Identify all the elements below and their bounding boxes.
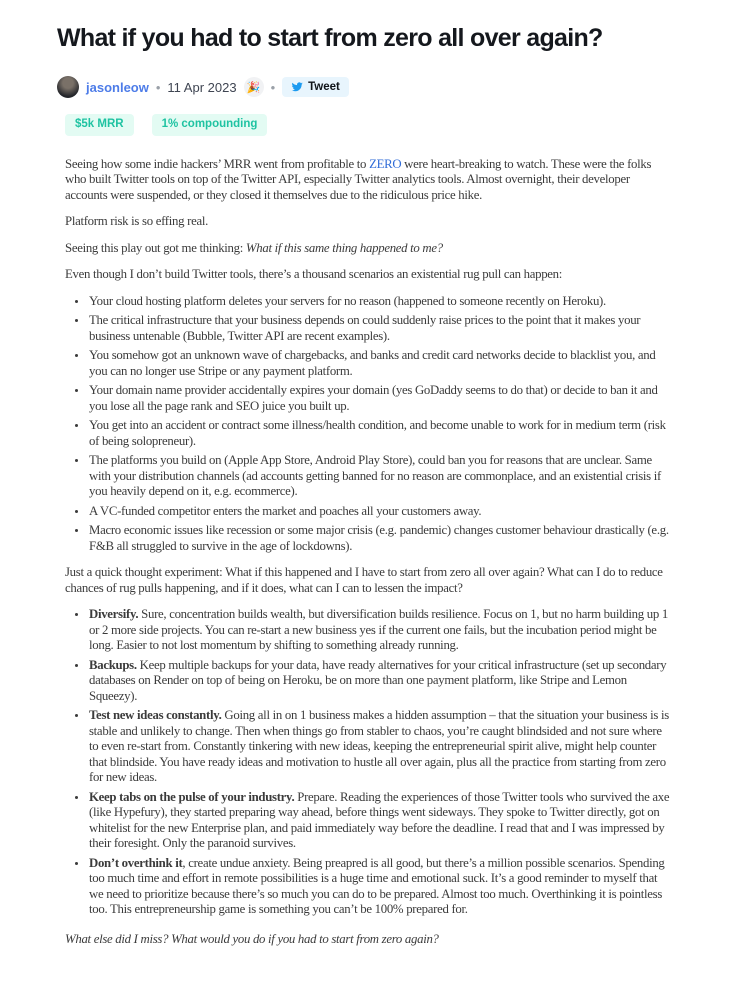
page-title: What if you had to start from zero all over again? bbox=[57, 24, 603, 52]
text-run: The platforms you build on (Apple App Store, Android Play Store), could ban you for reasons that are unclear. Same with your distribution channels (ad accounts getting banned for no reason are commonplace, and an existential crisis if you heavily depend on it, e.g. ecommerce). bbox=[89, 453, 661, 498]
twitter-bird-icon bbox=[291, 81, 303, 93]
byline-separator: • bbox=[270, 79, 276, 95]
list-item bbox=[88, 790, 671, 852]
list-item bbox=[88, 348, 671, 379]
list-item bbox=[88, 523, 671, 554]
text-run: Backups. bbox=[89, 657, 137, 672]
byline-separator: • bbox=[155, 79, 161, 95]
text-run: Macro economic issues like recession or some major crisis (e.g. pandemic) changes customer behaviour drastically (e.g. F&B all struggled to survive in the age of lockdowns). bbox=[89, 523, 669, 553]
avatar[interactable] bbox=[57, 76, 79, 98]
text-run: Keep multiple backups for your data, have ready alternatives for your critical infrastructure (set up secondary databases on Render on top of being on Heroku, be on more than one payment platform, like Stripe and Lemon Squeezy). bbox=[89, 657, 667, 703]
byline bbox=[57, 76, 671, 98]
text-run: The critical infrastructure that your business depends on could suddenly raise prices to the point that it makes your business untenable (Bubble, Twitter API are recent examples). bbox=[89, 313, 641, 343]
list-item bbox=[88, 418, 671, 449]
list-item bbox=[88, 856, 671, 918]
author-link[interactable]: jasonleow bbox=[86, 79, 149, 95]
text-run: Even though I don’t build Twitter tools, there’s a thousand scenarios an existential rug pull can happen: bbox=[65, 267, 563, 281]
text-run: What if this same thing happened to me? bbox=[245, 240, 443, 255]
bullet-list bbox=[65, 294, 671, 555]
text-run: were heart-breaking to watch. These were the folks who built Twitter tools on top of the Twitter API, especially Twitter analytics tools. Almost overnight, their developer accounts were suspended, or they closed it themselves due to the ridiculous price hike. bbox=[65, 156, 652, 202]
blog-post-page bbox=[0, 24, 736, 1000]
paragraph bbox=[65, 267, 671, 283]
text-run: You somehow got an unknown wave of chargebacks, and banks and credit card networks decide to blacklist you, and you can no longer use Stripe or any payment platform. bbox=[89, 348, 656, 378]
list-item bbox=[88, 658, 671, 705]
list-item bbox=[88, 607, 671, 654]
text-run: Going all in on 1 business makes a hidden assumption – that the situation your business is is stable and unlikely to change. Then when things go from stabler to chaos, you’re caught blindsided and not sure where to even re-start from. Constantly tinkering with new ideas, keeping the entrepreneurial spirit alive, might help counter that blindside. You have ready ideas and motivation to hustle all over again, plus all the practice from starting from zero for new ideas. bbox=[89, 708, 669, 784]
text-run: Platform risk is so effing real. bbox=[65, 214, 208, 228]
list-item bbox=[88, 383, 671, 414]
list-item bbox=[88, 294, 671, 310]
paragraph bbox=[65, 214, 671, 230]
post-date: 11 Apr 2023 bbox=[167, 79, 237, 95]
tags-row bbox=[65, 114, 671, 136]
list-item bbox=[88, 453, 671, 500]
text-run: Test new ideas constantly. bbox=[89, 708, 222, 722]
article-body bbox=[65, 157, 671, 948]
text-run: , create undue anxiety. Being preapred is all good, but there’s a million possible scenarios. Spending too much time and effort in remote possibilities is a huge time and emotional suck. It’s a good reminder to myself that we need to prioritize because there’s so much you can do to be prepared. Almost too much. Overthinking it is pointless too. This entrepreneurship game is something you can’t be 100% prepared for. bbox=[89, 855, 665, 916]
text-run: Keep tabs on the pulse of your industry. bbox=[89, 789, 295, 804]
paragraph bbox=[65, 241, 671, 257]
bullet-list bbox=[65, 607, 671, 918]
inline-link[interactable]: ZERO bbox=[369, 156, 402, 171]
text-run: What else did I miss? What would you do if you had to start from zero again? bbox=[65, 931, 439, 946]
text-run: Your domain name provider accidentally expires your domain (yes GoDaddy seems to do that) or decide to ban it and you lose all the page rank and SEO juice you built up. bbox=[89, 383, 658, 413]
text-run: Don’t overthink it bbox=[89, 855, 183, 870]
paragraph bbox=[65, 932, 671, 948]
text-run: You get into an accident or contract some illness/health condition, and become unable to work for in medium term (risk of being solopreneur). bbox=[89, 418, 666, 448]
list-item bbox=[88, 708, 671, 786]
text-run: A VC-funded competitor enters the market and poaches all your customers away. bbox=[89, 503, 482, 518]
tweet-button[interactable] bbox=[282, 77, 349, 97]
text-run: Sure, concentration builds wealth, but diversification builds resilience. Focus on 1, but no harm building up 1 or 2 more side projects. You can re-start a new business yes if the current one fails, but the incubation period might be long. Easier to not lost momentum by shifting to something already running. bbox=[89, 607, 668, 652]
list-item bbox=[88, 504, 671, 520]
text-run: Seeing how some indie hackers’ MRR went from profitable to bbox=[65, 156, 370, 171]
paragraph bbox=[65, 565, 671, 596]
paragraph bbox=[65, 157, 671, 204]
tag-badge[interactable]: $5k MRR bbox=[65, 114, 134, 136]
tweet-button-label: Tweet bbox=[308, 81, 340, 93]
text-run: Prepare. Reading the experiences of those Twitter tools who survived the axe (like Hypefury), they started preparing way ahead, before things went sideways. They spoke to Twitter directly, got on whitelist for the new Enterprise plan, and paid immediately way before the deadline. I read that and I was impressed by their foresight. Only the paranoid survives. bbox=[89, 789, 670, 850]
text-run: Your cloud hosting platform deletes your servers for no reason (happened to someone recently on Heroku). bbox=[89, 293, 606, 308]
text-run: Seeing this play out got me thinking: bbox=[65, 240, 246, 255]
text-run: Just a quick thought experiment: What if this happened and I have to start from zero all over again? What can I do to reduce chances of rug pulls happening, and if it does, what can I can to lessen the impact? bbox=[65, 565, 663, 595]
list-item bbox=[88, 313, 671, 344]
tag-badge[interactable]: 1% compounding bbox=[152, 114, 268, 136]
party-emoji-icon[interactable]: 🎉 bbox=[244, 77, 264, 97]
text-run: Diversify. bbox=[89, 607, 139, 621]
